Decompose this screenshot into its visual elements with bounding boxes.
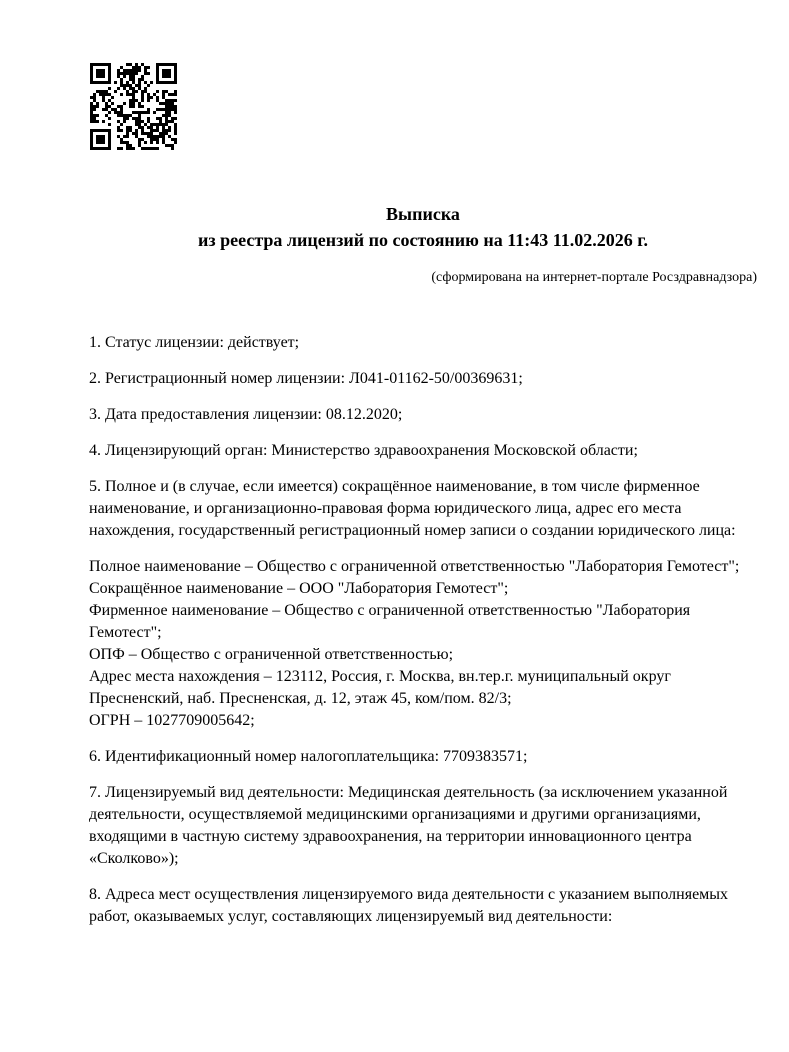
paragraph [89,556,757,732]
text-line: 5. Полное и (в случае, если имеется) сокращённое наименование, в том числе фирменное [89,478,700,495]
text-line: деятельности, осуществляемой медицинскими организациями и другими организациями, [89,806,701,823]
document-title [89,201,757,253]
text-line: 4. Лицензирующий орган: Министерство здравоохранения Московской области; [89,442,638,459]
title-line-2: из реестра лицензий по состоянию на 11:43 11.02.2026 г. [198,230,648,250]
text-line: 7. Лицензируемый вид деятельности: Медицинская деятельность (за исключением указанной [89,784,728,801]
paragraph [89,404,757,426]
text-line: входящими в частную систему здравоохранения, на территории инновационного центра [89,828,692,845]
document-content [89,0,757,942]
text-line: 3. Дата предоставления лицензии: 08.12.2020; [89,406,403,423]
paragraph [89,476,757,542]
title-line-1: Выписка [386,204,460,224]
text-line: Гемотест"; [89,624,162,641]
text-line: Адрес места нахождения – 123112, Россия, г. Москва, вн.тер.г. муниципальный округ [89,668,671,685]
text-line: ОГРН – 1027709005642; [89,712,255,729]
text-line: 1. Статус лицензии: действует; [89,334,300,351]
text-line: Полное наименование – Общество с ограниченной ответственностью "Лаборатория Гемотест"; [89,558,740,575]
text-line: 6. Идентификационный номер налогоплательщика: 7709383571; [89,748,528,765]
paragraph [89,332,757,354]
document-body [89,332,757,928]
text-line: наименование, и организационно-правовая форма юридического лица, адрес его места [89,500,682,517]
document-subtitle: (сформирована на интернет-портале Росздравнадзора) [431,270,757,285]
paragraph [89,440,757,462]
paragraph [89,746,757,768]
text-line: нахождения, государственный регистрационный номер записи о создании юридического лица: [89,522,736,539]
text-line: «Сколково»); [89,850,179,867]
text-line: 8. Адреса мест осуществления лицензируемого вида деятельности с указанием выполняемых [89,886,729,903]
text-line: Пресненский, наб. Пресненская, д. 12, этаж 45, ком/пом. 82/3; [89,690,512,707]
text-line: работ, оказываемых услуг, составляющих лицензируемый вид деятельности: [89,908,613,925]
text-line: 2. Регистрационный номер лицензии: Л041-01162-50/00369631; [89,370,523,387]
text-line: Фирменное наименование – Общество с ограниченной ответственностью "Лаборатория [89,602,691,619]
text-line: Сокращённое наименование – ООО "Лаборатория Гемотест"; [89,580,509,597]
paragraph [89,368,757,390]
text-line: ОПФ – Общество с ограниченной ответственностью; [89,646,454,663]
paragraph [89,782,757,870]
paragraph [89,884,757,928]
